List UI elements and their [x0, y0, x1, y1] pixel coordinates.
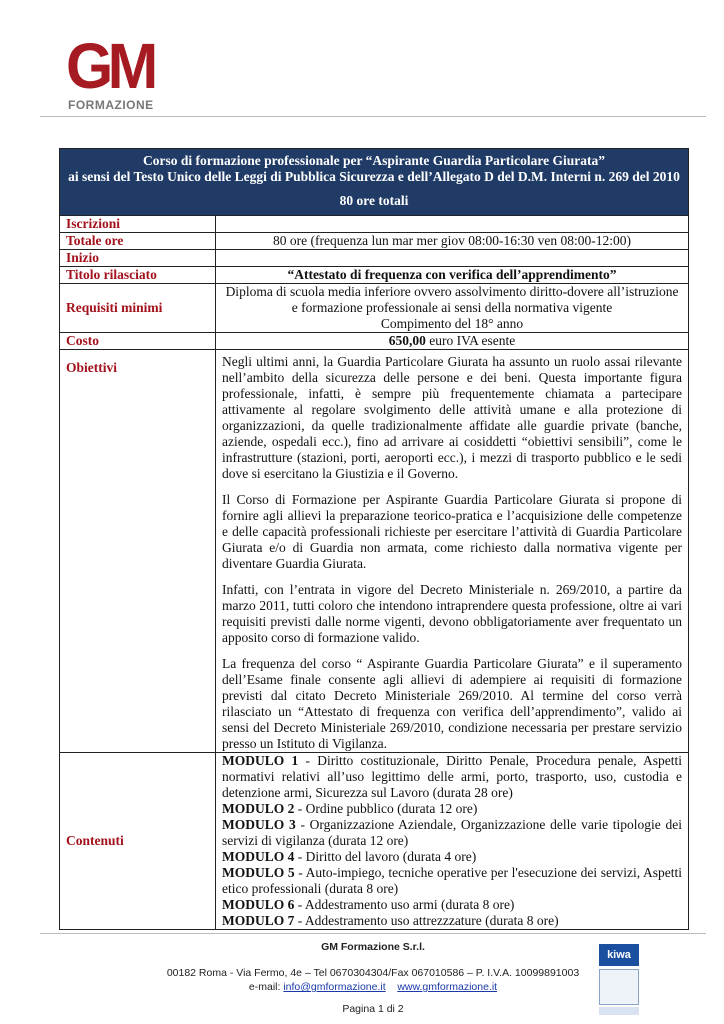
row-requisiti: [60, 284, 689, 333]
value-requisiti: [216, 284, 689, 333]
module-name: MODULO 6: [222, 897, 295, 912]
module-item: [222, 817, 682, 849]
value-titolo: “Attestato di frequenza con verifica dell’apprendimento”: [216, 267, 689, 284]
module-description: - Auto-impiego, tecniche operative per l'esecuzione dei servizi, Aspetti etico professionali (durata 8 ore): [222, 865, 683, 896]
requisito-eta: Compimento del 18° anno: [380, 316, 524, 331]
module-description: - Organizzazione Aziendale, Organizzazione delle varie tipologie dei servizi di vigilanza (durata 12 ore): [222, 817, 682, 848]
module-name: MODULO 3: [222, 817, 296, 832]
value-iscrizioni: [216, 216, 689, 233]
module-name: MODULO 1: [222, 753, 299, 768]
module-item: [222, 801, 682, 817]
footer-website-link[interactable]: www.gmformazione.it: [397, 981, 498, 993]
obiettivi-paragraph-1: Negli ultimi anni, la Guardia Particolare Giurata ha assunto un ruolo assai rilevante nell’ambito della sicurezza delle persone e dei beni. Questa importante figura professionale, infatti, è sempre più frequentemente chiamata a partecipare attivamente al regolare svolgimento delle attività umane e alla protezione di organizzazioni, da quelle tradizionalmente affidate alle guardie private (banche, aziende, ospedali ecc.), fino ad arrivare ai cosiddetti “obiettivi sensibili”, come le infrastrutture (stazioni, porti, aeroporti ecc.), i mezzi di trasporto pubblico e le sedi dove si esercitano la Giustizia e il Governo.: [222, 354, 682, 481]
obiettivi-paragraph-4: La frequenza del corso “ Aspirante Guardia Particolare Giurata” e il superamento dell’Esame finale consente agli allievi di adempiere ai requisiti di formazione previsti dal citato Decreto Ministeriale 269/2010. Al termine del corso verrà rilasciato un “Attestato di frequenza con verifica dell’apprendimento”, valido ai sensi del Decreto Ministeriale 269/2010, condizione necessaria per prestare servizio presso un Istituto di Vigilanza.: [222, 656, 682, 751]
label-contenuti: Contenuti: [60, 753, 216, 930]
header-divider: [40, 116, 706, 117]
course-legal-basis: ai sensi del Testo Unico delle Leggi di Pubblica Sicurezza e dell’Allegato D del D.M. Interni n. 269 del 2010: [68, 169, 680, 184]
module-name: MODULO 5: [222, 865, 295, 880]
logo-subtitle: FORMAZIONE: [68, 98, 154, 112]
value-inizio: [216, 250, 689, 267]
row-costo: [60, 333, 689, 350]
module-description: - Ordine pubblico (durata 12 ore): [294, 801, 478, 816]
value-obiettivi: [216, 350, 689, 753]
label-obiettivi: Obiettivi: [60, 350, 216, 753]
module-description: - Diritto del lavoro (durata 4 ore): [294, 849, 477, 864]
value-contenuti: [216, 753, 689, 930]
module-item: [222, 753, 682, 801]
module-item: [222, 865, 682, 897]
row-totale-ore: [60, 233, 689, 250]
course-header: [60, 149, 689, 216]
label-costo: Costo: [60, 333, 216, 350]
course-table: [59, 148, 689, 930]
module-item: [222, 849, 682, 865]
label-totale-ore: Totale ore: [60, 233, 216, 250]
requisito-diploma: Diploma di scuola media inferiore ovvero assolvimento diritto-dovere all’istruzione e formazione professionale ai sensi della normativa vigente: [225, 284, 679, 315]
page-number: Pagina 1 di 2: [342, 1003, 404, 1015]
label-requisiti: Requisiti minimi: [60, 284, 216, 333]
module-name: MODULO 7: [222, 913, 295, 928]
kiwa-wordmark: kiwa: [599, 944, 639, 966]
label-iscrizioni: Iscrizioni: [60, 216, 216, 233]
cost-amount: 650,00: [388, 333, 426, 348]
footer-divider: [40, 933, 706, 934]
row-contenuti: [60, 753, 689, 930]
footer-email-link[interactable]: info@gmformazione.it: [283, 981, 386, 993]
row-obiettivi: [60, 350, 689, 753]
module-description: - Diritto costituzionale, Diritto Penale, Procedura penale, Aspetti normativi relativi all’uso legittimo delle armi, porto, trasporto, uso, custodia e detenzione armi, Sicurezza sul Lavoro (durata 28 ore): [222, 753, 683, 800]
value-totale-ore: 80 ore (frequenza lun mar mer giov 08:00-16:30 ven 08:00-12:00): [216, 233, 689, 250]
module-item: [222, 897, 682, 913]
module-name: MODULO 2: [222, 801, 295, 816]
footer-address: 00182 Roma - Via Fermo, 4e – Tel 0670304304/Fax 067010586 – P. I.V.A. 10099891003: [166, 967, 580, 979]
footer-company: GM Formazione S.r.l.: [321, 941, 425, 953]
label-inizio: Inizio: [60, 250, 216, 267]
logo-mark: GM: [66, 30, 153, 102]
certificate-band: [599, 1007, 639, 1015]
module-name: MODULO 4: [222, 849, 295, 864]
row-iscrizioni: [60, 216, 689, 233]
certification-logo: [599, 944, 639, 1016]
certificate-seal: [599, 969, 639, 1005]
module-description: - Addestramento uso attrezzzature (durata 8 ore): [294, 913, 559, 928]
footer-email-label: e-mail:: [248, 981, 284, 993]
obiettivi-paragraph-3: Infatti, con l’entrata in vigore del Decreto Ministeriale n. 269/2010, a partire da marzo 2011, tutti coloro che intendono intraprendere questa professione, oltre ai vari requisiti previsti dalle norme vigenti, devono obbligatoriamente aver frequentato un apposito corso di formazione valido.: [222, 582, 682, 645]
cost-note: euro IVA esente: [425, 333, 516, 348]
row-titolo: [60, 267, 689, 284]
module-description: - Addestramento uso armi (durata 8 ore): [294, 897, 515, 912]
label-titolo: Titolo rilasciato: [60, 267, 216, 284]
module-item: [222, 913, 682, 929]
course-total-hours: 80 ore totali: [339, 193, 409, 208]
course-title: Corso di formazione professionale per “Aspirante Guardia Particolare Giurata”: [143, 153, 605, 168]
value-costo: [216, 333, 689, 350]
obiettivi-paragraph-2: Il Corso di Formazione per Aspirante Guardia Particolare Giurata si propone di fornire agli allievi la preparazione teorico-pratica e l’acquisizione delle competenze e delle capacità professionali richieste per esercitare l’attività di Guardia Particolare Giurata e/o di Guardia non armata, come richiesto dalla normativa vigente per diventare Guardia Giurata.: [222, 492, 682, 571]
company-logo: [66, 30, 166, 112]
row-inizio: [60, 250, 689, 267]
